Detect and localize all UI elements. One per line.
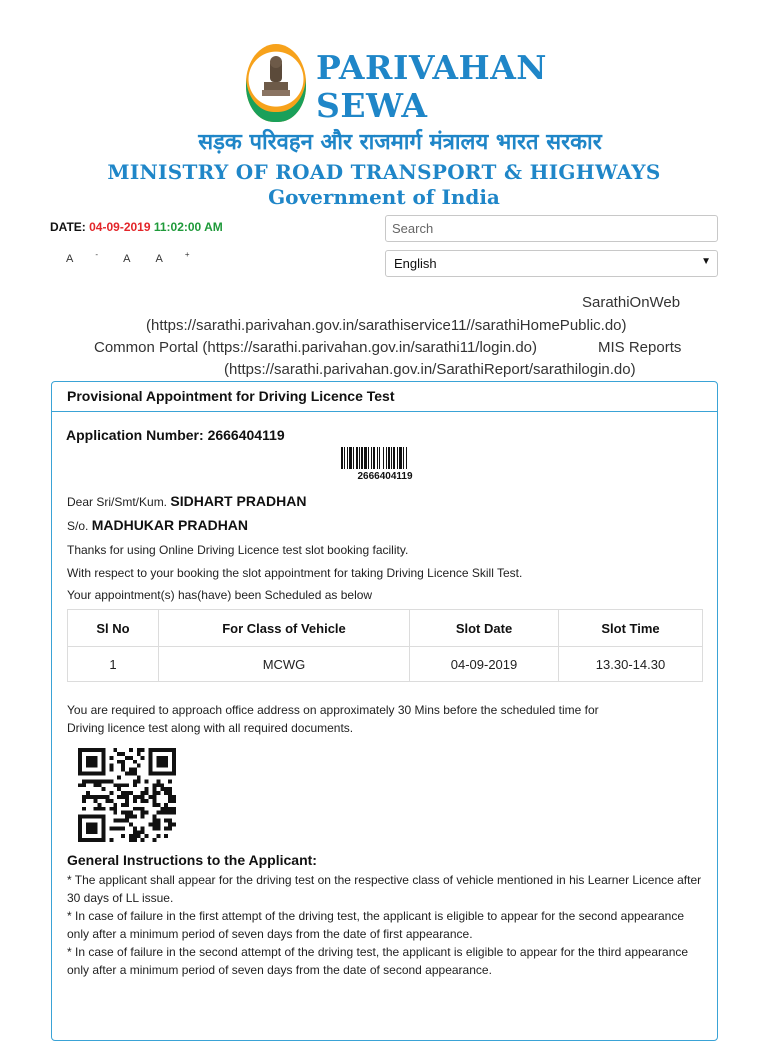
table-header-row (68, 610, 703, 647)
instruction-item: * In case of failure in the second attempt of the driving test, the applicant is eligible to appear for the third appearance only after a minimum period of seven days from the date of second appearance. (67, 945, 689, 977)
applicant-name: SIDHART PRADHAN (170, 493, 307, 509)
date-label: DATE: (50, 220, 86, 234)
col-vehicle-class: For Class of Vehicle (159, 610, 410, 647)
father-name: MADHUKAR PRADHAN (91, 517, 249, 533)
barcode-text: 2666404119 (357, 471, 413, 482)
brand-title-line1: PARIVAHAN (316, 48, 547, 87)
font-decrease-button[interactable]: A - (66, 250, 99, 265)
language-selected-value: English (394, 256, 437, 271)
ashoka-emblem-icon (256, 54, 296, 110)
panel-title: Provisional Appointment for Driving Licence Test (52, 382, 717, 412)
search-input[interactable] (385, 215, 718, 242)
application-number (66, 427, 285, 443)
mis-reports-url[interactable]: (https://sarathi.parivahan.gov.in/SarathiReport/sarathilogin.do) (224, 361, 636, 378)
thanks-text: Thanks for using Online Driving Licence test slot booking facility. (67, 543, 409, 557)
cell-sl-no: 1 (68, 647, 159, 682)
mis-reports-link[interactable]: MIS Reports (598, 339, 682, 356)
application-number-value: 2666404119 (207, 427, 285, 443)
notice-line1: You are required to approach office address on approximately 30 Mins before the scheduled time for (67, 703, 599, 717)
son-of-line (67, 517, 248, 533)
sarathi-on-web-url[interactable]: (https://sarathi.parivahan.gov.in/sarathiservice11//sarathiHomePublic.do) (146, 317, 627, 334)
date-value: 04-09-2019 (89, 220, 151, 234)
font-size-controls (66, 250, 212, 265)
brand-title-line2: SEWA (316, 86, 428, 125)
dear-line (67, 493, 307, 509)
time-value: 11:02:00 AM (153, 220, 223, 234)
application-number-label: Application Number: (66, 427, 204, 443)
date-time-display (50, 220, 223, 234)
common-portal-link[interactable]: Common Portal (https://sarathi.parivahan.gov.in/sarathi11/login.do) (94, 339, 538, 356)
chevron-down-icon: ▼ (701, 256, 711, 267)
parivahan-emblem-logo (246, 44, 306, 122)
son-of-prefix: S/o. (67, 519, 89, 533)
scheduled-text: Your appointment(s) has(have) been Scheduled as below (67, 588, 373, 602)
respect-text: With respect to your booking the slot appointment for taking Driving Licence Skill Test. (67, 566, 523, 580)
col-slot-time: Slot Time (559, 610, 703, 647)
slot-table (67, 609, 703, 682)
language-select[interactable] (385, 250, 718, 277)
cell-slot-time: 13.30-14.30 (559, 647, 703, 682)
instruction-item: * In case of failure in the first attempt of the driving test, the applicant is eligible to appear for the second appearance only after a minimum period of seven days from the date of first appearance. (67, 909, 685, 941)
qr-code-image (78, 748, 176, 842)
col-sl-no: Sl No (68, 610, 159, 647)
instructions-heading: General Instructions to the Applicant: (67, 852, 317, 868)
government-title: Government of India (268, 185, 500, 209)
font-increase-button[interactable]: A + (155, 250, 190, 265)
cell-vehicle-class: MCWG (159, 647, 410, 682)
col-slot-date: Slot Date (410, 610, 559, 647)
ministry-title: MINISTRY OF ROAD TRANSPORT & HIGHWAYS (107, 160, 661, 184)
dear-prefix: Dear Sri/Smt/Kum. (67, 495, 168, 509)
font-normal-button[interactable]: A (123, 252, 131, 265)
notice-line2: Driving licence test along with all required documents. (67, 721, 354, 735)
cell-slot-date: 04-09-2019 (410, 647, 559, 682)
sarathi-on-web-link[interactable]: SarathiOnWeb (582, 294, 681, 311)
instruction-item: * The applicant shall appear for the driving test on the respective class of vehicle mentioned in his Learner Licence after 30 days of LL issue. (67, 873, 702, 905)
table-row (68, 647, 703, 682)
barcode-image (341, 447, 429, 469)
hindi-ministry-title: सड़क परिवहन और राजमार्ग मंत्रालय भारत सरकार (198, 130, 602, 155)
